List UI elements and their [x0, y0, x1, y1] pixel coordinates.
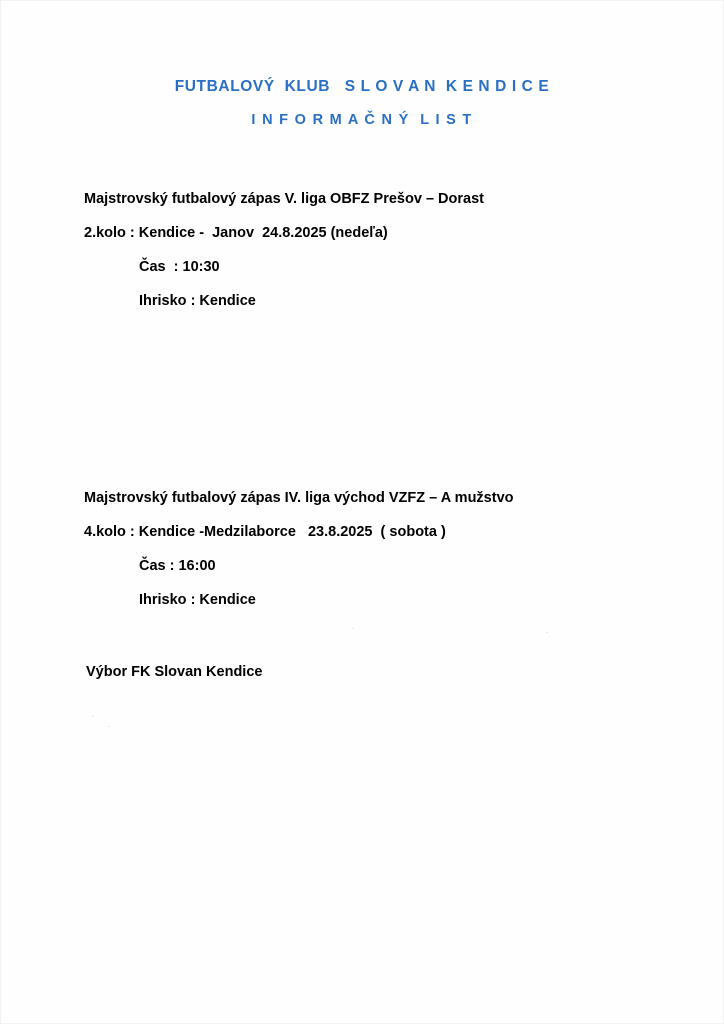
club-title: FUTBALOVÝ KLUB S L O V A N K E N D I C E	[174, 78, 550, 95]
match-competition: Majstrovský futbalový zápas IV. liga východ VZFZ – A mužstvo	[84, 490, 514, 506]
scan-speck	[352, 628, 354, 629]
match-round: 2.kolo : Kendice - Janov 24.8.2025 (nedeľa)	[84, 225, 388, 241]
match-time: Čas : 10:30	[139, 259, 220, 275]
scan-speck	[108, 726, 110, 727]
document-subtitle: I N F O R M A Č N Ý L I S T	[251, 112, 473, 128]
match-entry-2	[84, 481, 664, 617]
document-body	[84, 182, 664, 617]
match-time: Čas : 16:00	[139, 558, 216, 574]
match-venue: Ihrisko : Kendice	[139, 592, 256, 608]
signature-line: Výbor FK Slovan Kendice	[86, 664, 263, 680]
scan-speck	[546, 632, 548, 633]
document-header	[0, 78, 724, 128]
match-entry-1	[84, 182, 664, 318]
match-competition: Majstrovský futbalový zápas V. liga OBFZ Prešov – Dorast	[84, 191, 484, 207]
match-venue: Ihrisko : Kendice	[139, 293, 256, 309]
match-round: 4.kolo : Kendice -Medzilaborce 23.8.2025 ( sobota )	[84, 524, 446, 540]
scan-speck	[92, 716, 94, 717]
